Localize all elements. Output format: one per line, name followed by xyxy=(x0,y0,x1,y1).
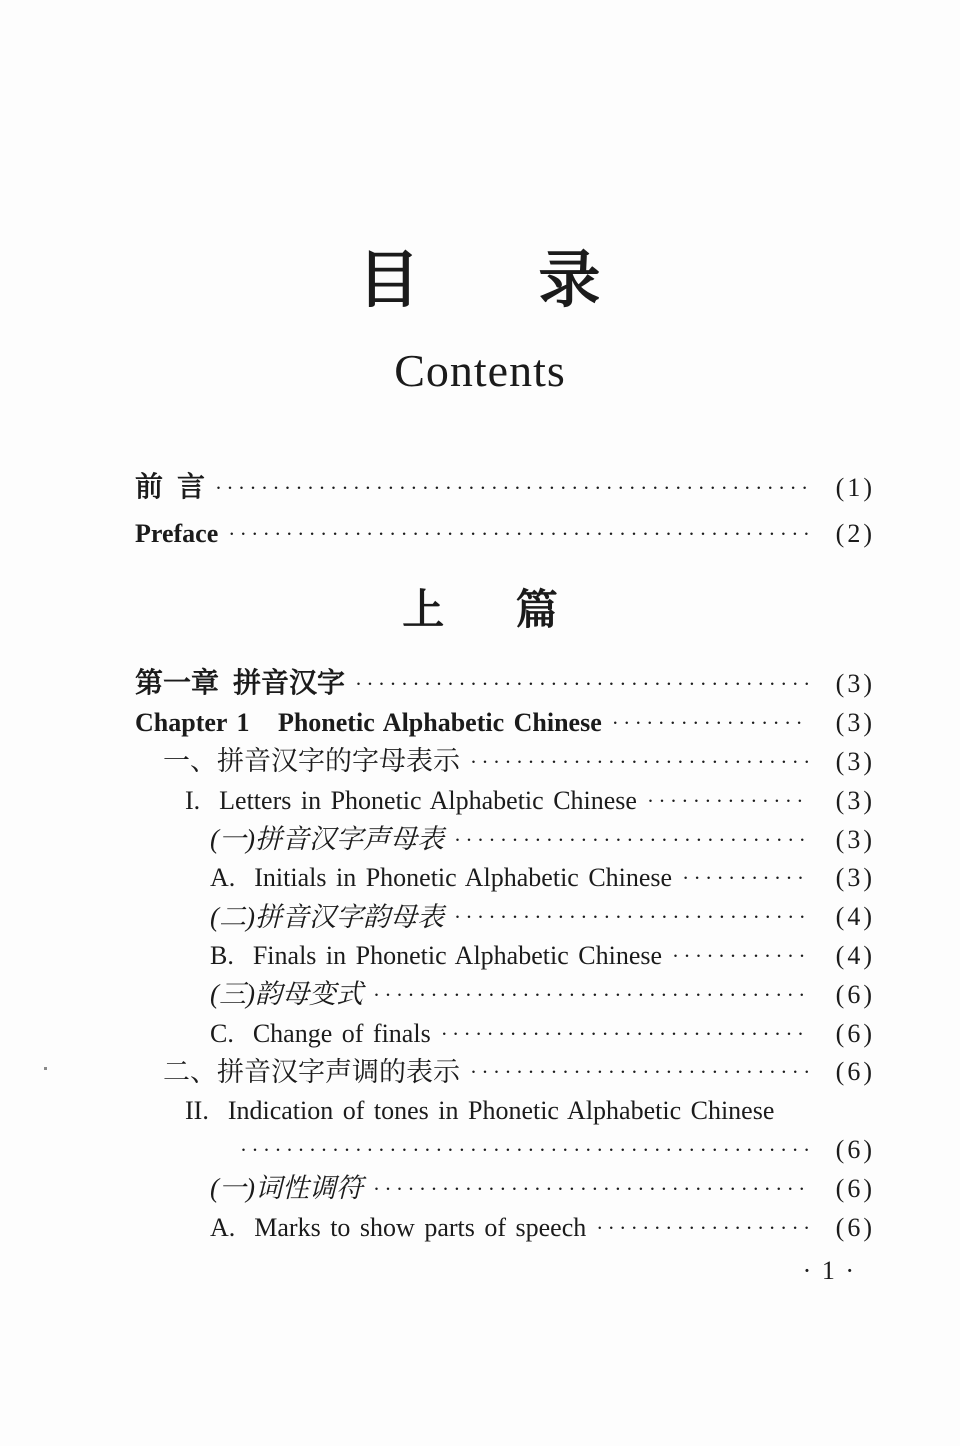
dot-leader xyxy=(215,473,809,503)
page-title-english: Contents xyxy=(394,345,566,396)
toc-entry xyxy=(135,820,875,859)
page-number: (6) xyxy=(835,1212,875,1242)
dot-leader xyxy=(682,863,809,893)
toc-entry-label: A. Initials in Phonetic Alphabetic Chinese xyxy=(210,863,673,893)
page-number: (6) xyxy=(835,1134,875,1164)
toc-entry xyxy=(135,743,875,782)
toc-entry-label: C. Change of finals xyxy=(210,1018,431,1048)
page-number: (6) xyxy=(835,1057,875,1087)
page-number: (1) xyxy=(835,473,875,502)
toc-entry-label: (二)拼音汉字韵母表 xyxy=(210,901,444,932)
page-number: (3) xyxy=(835,785,875,815)
toc-entry-label: I. Letters in Phonetic Alphabetic Chinese xyxy=(185,785,637,815)
toc-entry xyxy=(135,937,875,976)
toc-entry xyxy=(135,781,875,820)
page-number: (4) xyxy=(835,940,875,970)
dot-leader xyxy=(672,941,809,971)
toc-entry-label: A. Marks to show parts of speech xyxy=(210,1212,587,1242)
part-title: 上 篇 xyxy=(402,588,558,634)
toc-entry xyxy=(135,859,875,898)
dot-leader xyxy=(454,902,809,932)
dot-leader xyxy=(470,1057,809,1087)
toc-entry xyxy=(135,704,875,743)
dot-leader xyxy=(373,980,809,1010)
toc-entry xyxy=(135,1169,875,1208)
dot-leader xyxy=(470,747,809,777)
toc-entry xyxy=(135,1053,875,1092)
page-number: (6) xyxy=(835,1018,875,1048)
dot-leader xyxy=(373,1174,809,1204)
scan-speck xyxy=(44,1067,47,1070)
dot-leader xyxy=(596,1213,809,1243)
toc-entry-label: B. Finals in Phonetic Alphabetic Chinese xyxy=(210,941,663,971)
page-title-chinese: 目 录 xyxy=(357,247,603,315)
dot-leader xyxy=(647,786,809,816)
dot-leader xyxy=(612,708,809,738)
page-number: (3) xyxy=(835,746,875,776)
dot-leader xyxy=(441,1019,809,1049)
dot-leader xyxy=(454,825,809,855)
dot-leader xyxy=(355,669,809,699)
toc-entry xyxy=(135,665,875,704)
toc-entry-label: (一)词性调符 xyxy=(210,1173,363,1204)
page-number: (2) xyxy=(835,519,875,548)
toc-entry xyxy=(135,898,875,937)
toc-entry xyxy=(135,1014,875,1053)
toc-entry-label: (一)拼音汉字声母表 xyxy=(210,824,444,855)
toc-entry xyxy=(135,465,875,511)
page-number: (6) xyxy=(835,979,875,1009)
page-number: (3) xyxy=(835,669,875,699)
toc-entry-label: 前 言 xyxy=(135,471,206,503)
page-number: (3) xyxy=(835,863,875,893)
page-number: (3) xyxy=(835,824,875,854)
dot-leader xyxy=(240,1135,809,1165)
toc-entry xyxy=(135,975,875,1014)
folio-page-number: · 1 · xyxy=(802,1256,856,1285)
toc-entry-label: 一、拼音汉字的字母表示 xyxy=(163,746,460,777)
toc-entry-label: Preface xyxy=(135,519,219,549)
toc-entry-label: 二、拼音汉字声调的表示 xyxy=(163,1056,460,1087)
toc-entry-label: (三)韵母变式 xyxy=(210,979,363,1010)
toc-entry xyxy=(135,511,875,557)
toc-entry xyxy=(135,1092,875,1131)
page-number: (4) xyxy=(835,902,875,932)
page-number: (6) xyxy=(835,1173,875,1203)
toc-entry-label: II. Indication of tones in Phonetic Alphabetic Chinese xyxy=(185,1096,775,1126)
front-matter-list xyxy=(135,465,875,557)
toc-entry-continuation xyxy=(135,1131,875,1170)
dot-leader xyxy=(228,519,809,549)
toc-entry-label: 第一章 拼音汉字 xyxy=(135,668,346,700)
toc-entry-label: Chapter 1 Phonetic Alphabetic Chinese xyxy=(135,708,602,738)
toc-list xyxy=(135,665,875,1247)
page-number: (3) xyxy=(835,708,875,738)
toc-entry xyxy=(135,1208,875,1247)
